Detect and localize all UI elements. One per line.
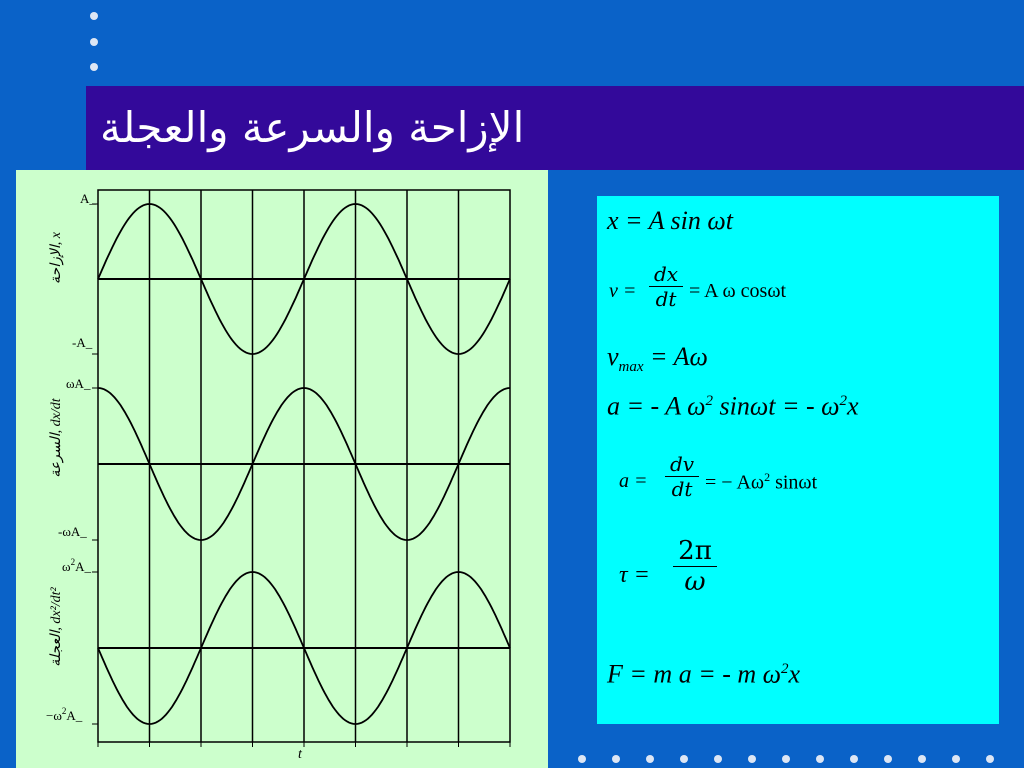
waveform-plot-panel [16, 170, 548, 768]
decor-dot [884, 755, 892, 763]
axis-title-acceleration: العجلة, dx²/dt² [49, 587, 64, 667]
tick-label-A: A_ [80, 191, 96, 206]
decor-dot [680, 755, 688, 763]
formula-force: F = m a = - m $\omega^2x$ [607, 659, 801, 689]
decor-dot [952, 755, 960, 763]
formula-vmax: $v_{max} = A\omega$ [607, 342, 708, 376]
plot-grid [92, 190, 510, 747]
decor-dot [90, 38, 98, 46]
tick-label-omega-A: ωA_ [66, 376, 91, 391]
decor-dot [90, 12, 98, 20]
formula-acceleration: a = - A $\omega^2$ sinωt = - $\omega^2x$ [607, 391, 859, 421]
decor-dot [748, 755, 756, 763]
slide-title: الإزاحة والسرعة والعجلة [100, 103, 525, 152]
decor-dot [90, 63, 98, 71]
tick-label-minus-A: -A_ [72, 335, 93, 350]
tick-label-minus-omega-A: -ωA_ [58, 524, 87, 539]
formula-panel: x = A sin ωt v = dx dt = A ω cosωt $v_{max} = A\omega$ a = - A $\omega^2$ sinωt = - $\omega^2x$ a = dv dt = − $A\omega^2$ sinωt τ = 2π ω F = m a = - m $\omega^2x$ [597, 196, 999, 724]
tick-label-minus-omega2-A: $-\omega^2A\_$ [46, 706, 83, 723]
decor-dot [714, 755, 722, 763]
axis-title-velocity: السرعة, dx/dt [49, 398, 64, 478]
decor-dot [918, 755, 926, 763]
decor-dot [986, 755, 994, 763]
formula-displacement: x = A sin ωt [607, 206, 733, 235]
decor-dot [646, 755, 654, 763]
decor-dot [850, 755, 858, 763]
waveform-plot [16, 170, 548, 768]
decor-dot [612, 755, 620, 763]
axis-title-time: t [298, 747, 302, 762]
tick-label-omega2-A: $\omega^2A\_$ [62, 557, 91, 574]
decor-dot [816, 755, 824, 763]
decor-dot [578, 755, 586, 763]
decor-dot [782, 755, 790, 763]
axis-title-displacement: الإزاحة, x [49, 232, 64, 284]
